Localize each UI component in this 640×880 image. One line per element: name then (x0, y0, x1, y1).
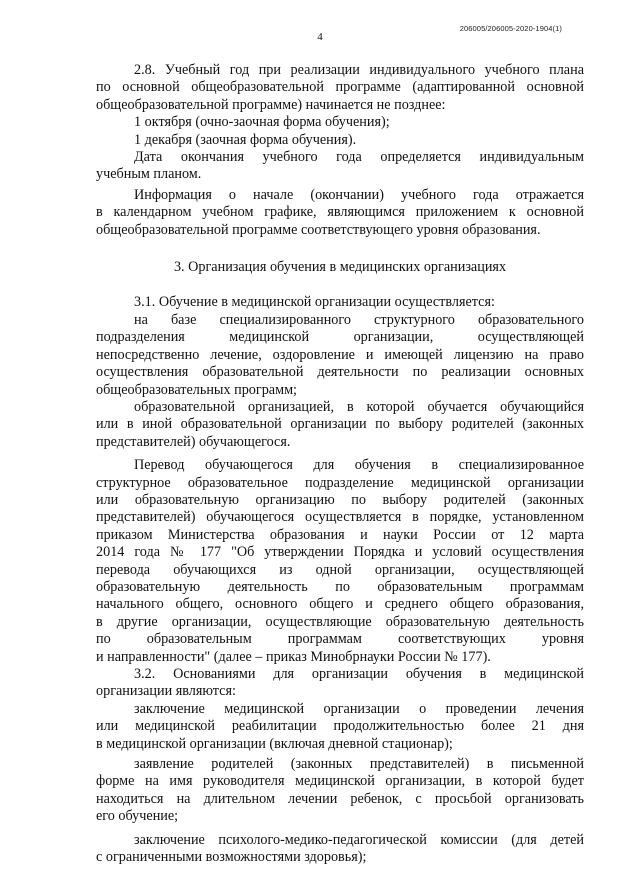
text-line: в другие организации, осуществляющие образовательную деятельность (96, 613, 584, 630)
text-line: по образовательным программам соответствующих уровня (96, 631, 584, 648)
paragraph-end-date (96, 149, 584, 184)
text-line: представителей) обучающегося. (96, 433, 291, 450)
text-line: в медицинской организации (включая дневной стационар); (96, 735, 453, 752)
text-line: 2014 года № 177 "Об утверждении Порядка и условий осуществления (96, 544, 584, 561)
text-line: или образовательную организацию по выбору родителей (законных (96, 491, 584, 508)
paragraph-start-date-1: 1 октября (очно-заочная форма обучения); (134, 114, 390, 131)
text-line: или медицинской реабилитации продолжительностью более 21 дня (96, 718, 584, 735)
text-line: подразделения медицинской организации, осуществляющей (96, 329, 584, 346)
text-line: организации являются: (96, 683, 236, 700)
paragraph-3-1-title: 3.1. Обучение в медицинской организации осуществляется: (134, 294, 495, 311)
text-line: и направленности" (далее – приказ Минобрнауки России № 177). (96, 648, 491, 665)
text-line: приказом Министерства образования и науки России от 12 марта (96, 526, 584, 543)
text-line: общеобразовательной программе) начинается не позднее: (96, 96, 446, 113)
text-line: заключение медицинской организации о проведении лечения (134, 700, 584, 717)
text-line: в календарном учебном графике, являющимся приложением к основной (96, 204, 584, 221)
text-line: образовательную деятельность по образовательным программам (96, 578, 584, 595)
paragraph-3-2 (96, 666, 584, 701)
paragraph-2-8 (96, 62, 584, 114)
text-line: 3.2. Основаниями для организации обучения в медицинской (134, 666, 584, 682)
document-id: 206005/206005-2020-1904(1) (459, 24, 562, 33)
text-line: на базе специализированного структурного образовательного (134, 311, 584, 328)
paragraph-3-1-a (96, 312, 584, 399)
text-line: образовательной организацией, в которой обучается обучающийся (134, 398, 584, 415)
text-line: 2.8. Учебный год при реализации индивидуального учебного плана (134, 62, 584, 78)
text-line: с ограниченными возможностями здоровья); (96, 849, 367, 866)
page-number: 4 (317, 31, 323, 43)
text-line: осуществления образовательной деятельности по реализации основных (96, 364, 584, 381)
section-heading: 3. Организация обучения в медицинских организациях (173, 259, 507, 276)
paragraph-3-2-c (96, 832, 584, 867)
text-line: Дата окончания учебного года определяется индивидуальным (134, 149, 584, 166)
text-line: заявление родителей (законных представителей) в письменной (134, 756, 584, 773)
text-line: Перевод обучающегося для обучения в специализированное (134, 457, 584, 474)
paragraph-3-2-b (96, 756, 584, 826)
paragraph-start-date-2: 1 декабря (заочная форма обучения). (134, 131, 357, 148)
document-body (96, 62, 584, 866)
text-line: непосредственно лечение, оздоровление и имеющей лицензию на право (96, 346, 584, 363)
paragraph-3-1-b (96, 399, 584, 451)
text-line: его обучение; (96, 808, 179, 825)
text-line: или в иной образовательной организации по выбору родителей (законных (96, 416, 584, 433)
paragraph-3-2-a (96, 701, 584, 753)
text-line: заключение психолого-медико-педагогической комиссии (для детей (134, 831, 584, 848)
paragraph-info (96, 187, 584, 239)
text-line: по основной общеобразовательной программе (адаптированной основной (96, 79, 584, 96)
text-line: структурное образовательное подразделение медицинской организации (96, 474, 584, 491)
text-line: Информация о начале (окончании) учебного года отражается (134, 186, 584, 203)
text-line: форме на имя руководителя медицинской организации, в которой будет (96, 773, 584, 790)
text-line: общеобразовательной программе соответствующего уровня образования. (96, 221, 541, 238)
text-line: общеобразовательных программ; (96, 381, 297, 398)
text-line: начального общего, основного общего и среднего общего образования, (96, 596, 584, 613)
paragraph-3-1-c (96, 457, 584, 666)
text-line: перевода обучающихся из одной организации, осуществляющей (96, 561, 584, 578)
text-line: находиться на длительном лечении ребенок, с просьбой организовать (96, 790, 584, 807)
text-line: учебным планом. (96, 166, 202, 183)
text-line: представителей) обучающегося осуществляется в порядке, установленном (96, 509, 584, 526)
